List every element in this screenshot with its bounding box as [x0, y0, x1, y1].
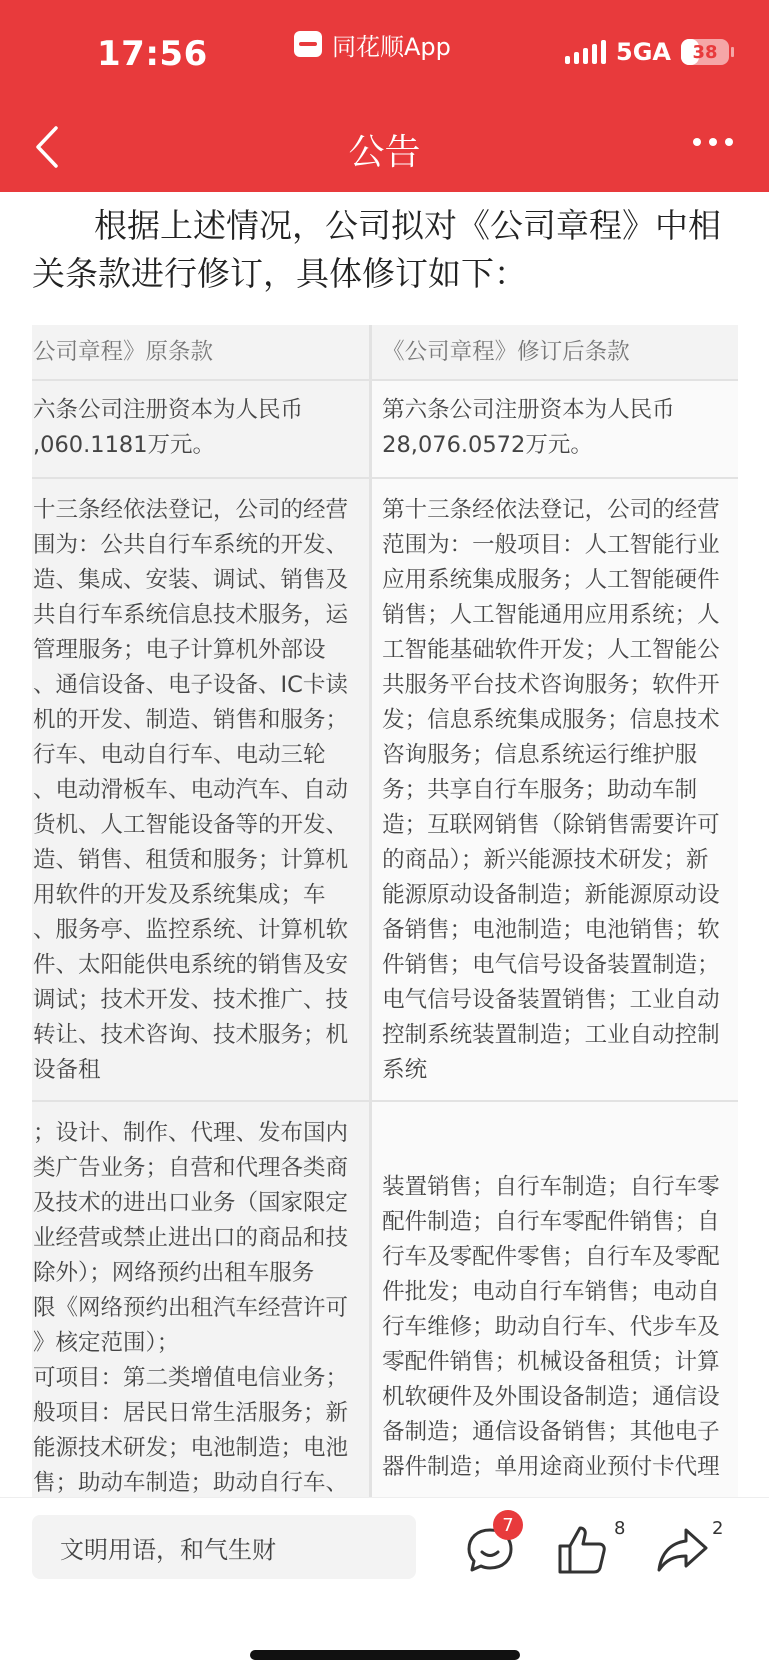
clause-line: 备制造；通信设备销售；其他电子 — [382, 1419, 720, 1445]
dot-icon — [725, 138, 733, 146]
clause-line: 造、销售、租赁和服务；计算机 — [33, 847, 349, 873]
like-count: 8 — [614, 1518, 626, 1539]
clause-line: 共自行车系统信息技术服务，运 — [33, 602, 349, 628]
clause-line: 件销售；电气信号设备装置制造； — [382, 952, 720, 978]
dot-icon — [709, 138, 717, 146]
signal-icon — [565, 40, 606, 64]
clause-line: 第十三条经依法登记，公司的经营 — [382, 497, 720, 523]
status-app-indicator[interactable] — [294, 28, 451, 60]
clause-line: 销售；人工智能通用应用系统；人 — [382, 602, 720, 628]
clause-line: 机软硬件及外围设备制造；通信设 — [382, 1384, 720, 1410]
clause-line: 》核定范围）； — [33, 1330, 180, 1356]
table-row — [32, 381, 738, 479]
clause-line: 造、集成、安装、调试、销售及 — [33, 567, 349, 593]
clause-line: 售；助动车制造；助动自行车、 — [33, 1470, 349, 1496]
clause-line: 设备租 — [33, 1057, 101, 1083]
home-indicator[interactable] — [250, 1650, 520, 1660]
clause-line: 器件制造；单用途商业预付卡代理 — [382, 1454, 720, 1480]
clause-line: 应用系统集成服务；人工智能硬件 — [382, 567, 720, 593]
clause-line: 件、太阳能供电系统的销售及安 — [33, 952, 349, 978]
clause-line: 管理服务；电子计算机外部设 — [33, 637, 326, 663]
revised-clause-cell — [372, 479, 738, 1100]
clause-line: 发；信息系统集成服务；信息技术 — [382, 707, 720, 733]
clause-line: 造；互联网销售（除销售需要许可 — [382, 812, 720, 838]
clause-line: 配件制造；自行车零配件销售；自 — [382, 1209, 720, 1235]
clause-line: 转让、技术咨询、技术服务；机 — [33, 1022, 349, 1048]
revised-clause-cell — [372, 1102, 738, 1497]
clause-line: 行车维修；助动自行车、代步车及 — [382, 1314, 720, 1340]
clause-line: 限《网络预约出租汽车经营许可 — [33, 1295, 349, 1321]
status-time: 17:56 — [97, 34, 208, 74]
battery-icon — [681, 39, 729, 65]
network-label: 5GA — [616, 38, 671, 66]
clause-line: 、通信设备、电子设备、IC卡读 — [33, 672, 348, 698]
clause-line: 能源技术研发；电池制造；电池 — [33, 1435, 349, 1461]
share-count: 2 — [712, 1518, 724, 1539]
battery-percent: 38 — [692, 41, 718, 63]
clause-line: 、电动滑板车、电动汽车、自动 — [33, 777, 349, 803]
table-row — [32, 479, 738, 1102]
thumbs-up-icon — [552, 1520, 612, 1580]
amendment-table — [32, 325, 738, 1497]
clause-line: 行车、电动自行车、电动三轮 — [33, 742, 326, 768]
bottom-action-bar — [0, 1497, 769, 1666]
comment-count-badge: 7 — [493, 1510, 523, 1540]
clause-line: 、服务亭、监控系统、计算机软 — [33, 917, 349, 943]
original-clause-cell — [32, 479, 372, 1100]
clause-line: 系统 — [382, 1057, 428, 1083]
clause-line: ,060.1181万元。 — [33, 432, 216, 458]
clause-line: 共服务平台技术咨询服务；软件开 — [382, 672, 720, 698]
clause-line: 可项目：第二类增值电信业务； — [33, 1365, 349, 1391]
clause-line: 备销售；电池制造；电池销售；软 — [382, 917, 720, 943]
header-original-clause: 公司章程》原条款 — [32, 325, 372, 379]
clause-line: 的商品）；新兴能源技术研发；新 — [382, 847, 709, 873]
clause-line: 电气信号设备装置销售；工业自动 — [382, 987, 720, 1013]
clause-line: 般项目：居民日常生活服务；新 — [33, 1400, 349, 1426]
page-title: 公告 — [348, 132, 421, 173]
share-icon — [652, 1520, 712, 1580]
clause-line: ；设计、制作、代理、发布国内 — [33, 1120, 349, 1146]
intro-paragraph: 根据上述情况，公司拟对《公司章程》中相关条款进行修订，具体修订如下： — [32, 206, 721, 293]
status-indicators — [565, 38, 729, 66]
clause-line: 十三条经依法登记，公司的经营 — [33, 497, 349, 523]
status-app-name: 同花顺App — [332, 32, 451, 61]
clause-line: 业经营或禁止进出口的商品和技 — [33, 1225, 349, 1251]
table-row — [32, 1102, 738, 1497]
more-options-button[interactable] — [693, 138, 733, 146]
clause-line: 咨询服务；信息系统运行维护服 — [382, 742, 698, 768]
app-logo-icon — [294, 31, 322, 57]
clause-line: 类广告业务；自营和代理各类商 — [33, 1155, 349, 1181]
clause-line: 范围为：一般项目：人工智能行业 — [382, 532, 720, 558]
clause-line: 第六条公司注册资本为人民币 — [382, 397, 675, 423]
comment-placeholder: 文明用语，和气生财 — [60, 1535, 276, 1564]
announcement-content[interactable] — [0, 192, 769, 1497]
comment-input[interactable] — [32, 1515, 416, 1579]
clause-line: 六条公司注册资本为人民币 — [33, 397, 304, 423]
original-clause-cell — [32, 381, 372, 477]
clause-line: 机的开发、制造、销售和服务； — [33, 707, 349, 733]
dot-icon — [693, 138, 701, 146]
original-clause-cell — [32, 1102, 372, 1497]
clause-line: 除外）；网络预约出租车服务 — [33, 1260, 315, 1286]
share-button[interactable] — [652, 1520, 712, 1580]
clause-line: 控制系统装置制造；工业自动控制 — [382, 1022, 720, 1048]
clause-line: 围为：公共自行车系统的开发、 — [33, 532, 349, 558]
clause-line: 货机、人工智能设备等的开发、 — [33, 812, 349, 838]
clause-line: 及技术的进出口业务（国家限定 — [33, 1190, 349, 1216]
revised-clause-cell — [372, 381, 738, 477]
clause-line: 用软件的开发及系统集成；车 — [33, 882, 326, 908]
table-header-row — [32, 325, 738, 381]
app-header — [0, 0, 769, 192]
like-button[interactable] — [552, 1520, 612, 1580]
clause-line: 行车及零配件零售；自行车及零配 — [382, 1244, 720, 1270]
header-revised-clause: 《公司章程》修订后条款 — [372, 325, 738, 379]
clause-line: 调试；技术开发、技术推广、技 — [33, 987, 349, 1013]
clause-line: 28,076.0572万元。 — [382, 432, 593, 458]
clause-line: 能源原动设备制造；新能源原动设 — [382, 882, 720, 908]
clause-line: 零配件销售；机械设备租赁；计算 — [382, 1349, 720, 1375]
clause-line: 工智能基础软件开发；人工智能公 — [382, 637, 720, 663]
clause-line: 务；共享自行车服务；助动车制 — [382, 777, 698, 803]
clause-line: 装置销售；自行车制造；自行车零 — [382, 1174, 720, 1200]
clause-line: 件批发；电动自行车销售；电动自 — [382, 1279, 720, 1305]
